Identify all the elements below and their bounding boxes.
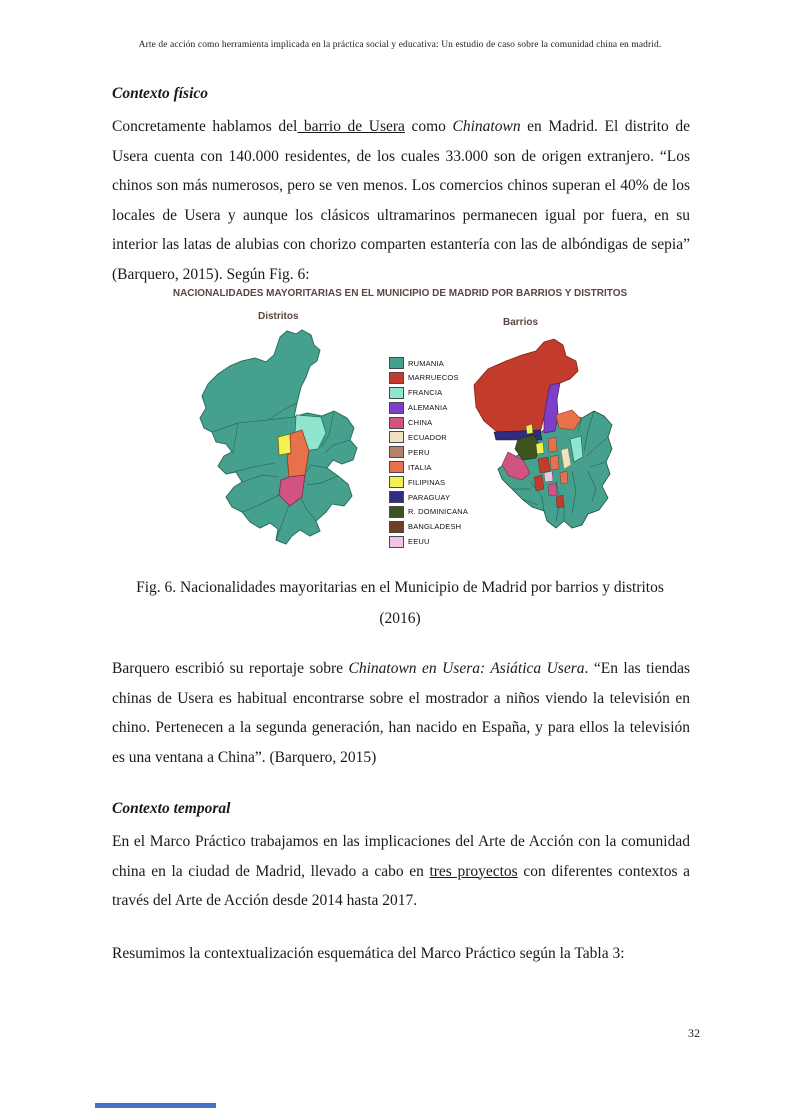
legend-label: PARAGUAY [408,492,451,502]
legend-swatch [389,402,404,414]
figure-caption-line1: Fig. 6. Nacionalidades mayoritarias en el Municipio de Madrid por barrios y distritos [136,579,664,596]
legend-swatch [389,431,404,443]
distritos-label: Distritos [258,311,299,322]
legend-swatch [389,491,404,503]
running-header: Arte de acción como herramienta implicada en la práctica social y educativa: Un estudio de caso sobre la comunidad china en madrid. [138,40,662,50]
barrios-label: Barrios [503,317,539,328]
text-segment: como [404,118,453,135]
legend-label: FRANCIA [408,388,443,398]
legend-swatch [389,357,404,369]
text-segment: Chinatown en Usera: Asiática Usera [348,660,585,677]
paragraph-barquero [112,654,690,772]
legend-swatch [389,417,404,429]
legend-swatch [389,536,404,548]
legend-swatch [389,521,404,533]
text-segment: con diferentes contextos a través del Arte de Acción desde 2014 hasta 2017. [112,862,690,909]
legend-label: BANGLADESH [408,522,462,532]
barrios-map [460,321,680,551]
legend-swatch [389,446,404,458]
section-heading-contexto-fisico: Contexto físico [112,85,209,102]
paragraph-contexto-temporal [112,827,690,916]
text-segment: Barquero escribió su reportaje sobre [112,660,349,677]
figure-6 [0,283,800,565]
section-heading-contexto-temporal: Contexto temporal [112,800,231,817]
legend-swatch [389,476,404,488]
legend-swatch [389,506,404,518]
bottom-blue-bar [95,1103,216,1108]
text-segment: Concretamente hablamos del [112,118,298,135]
legend-label: PERU [408,447,430,457]
legend-label: MARRUECOS [408,373,459,383]
paragraph-resumen [112,939,690,969]
text-segment: Chinatown [452,118,521,135]
legend-label: FILIPINAS [408,477,446,487]
text-segment: . “En las tiendas chinas de Usera es habitual encontrarse sobre el mostrador a niños viendo la televisión en chino. Pertenecen a la segunda generación, han nacido en España, y para ellos la televisión es una ventana a China”. (Barquero, 2015) [112,660,690,766]
figure-caption-year: (2016) [379,610,421,627]
text-segment: en Madrid. El distrito de Usera cuenta con 140.000 residentes, de los cuales 33.000 son de origen extranjero. “Los chinos son más numerosos, pero se ven menos. Los comercios chinos superan el 40% de los locales de Usera y aunque los clásicos ultramarinos permanecen igual por fuera, en su interior las latas de alubias con chorizo comparten estantería con las de albóndigas de sepia” (Barquero, 2015). Según Fig. 6: [112,118,690,283]
legend-label: R. DOMINICANA [408,507,469,517]
figure-caption [100,572,700,634]
text-segment: barrio de Usera [297,118,405,135]
text-segment: En el Marco Práctico trabajamos en las implicaciones del Arte de Acción con la comunidad china en la ciudad de Madrid, llevado a cabo en [112,833,690,880]
legend-swatch [389,387,404,399]
legend-label: ALEMANIA [408,403,448,413]
legend-swatch [389,372,404,384]
legend-label: ECUADOR [408,432,447,442]
legend-swatch [389,461,404,473]
text-segment: tres proyectos [429,862,518,880]
district-filipinas [278,434,291,455]
page-number: 32 [688,1026,700,1040]
legend-label: RUMANIA [408,358,444,368]
legend-label: ITALIA [408,462,432,472]
figure-title: NACIONALIDADES MAYORITARIAS EN EL MUNICIPIO DE MADRID POR BARRIOS Y DISTRITOS [172,288,628,299]
distritos-map [183,325,383,555]
legend-label: EEUU [408,537,430,547]
text-segment: Resumimos la contextualización esquemática del Marco Práctico según la Tabla 3: [112,945,625,962]
paragraph-contexto-fisico [112,112,690,289]
legend-label: CHINA [408,418,433,428]
